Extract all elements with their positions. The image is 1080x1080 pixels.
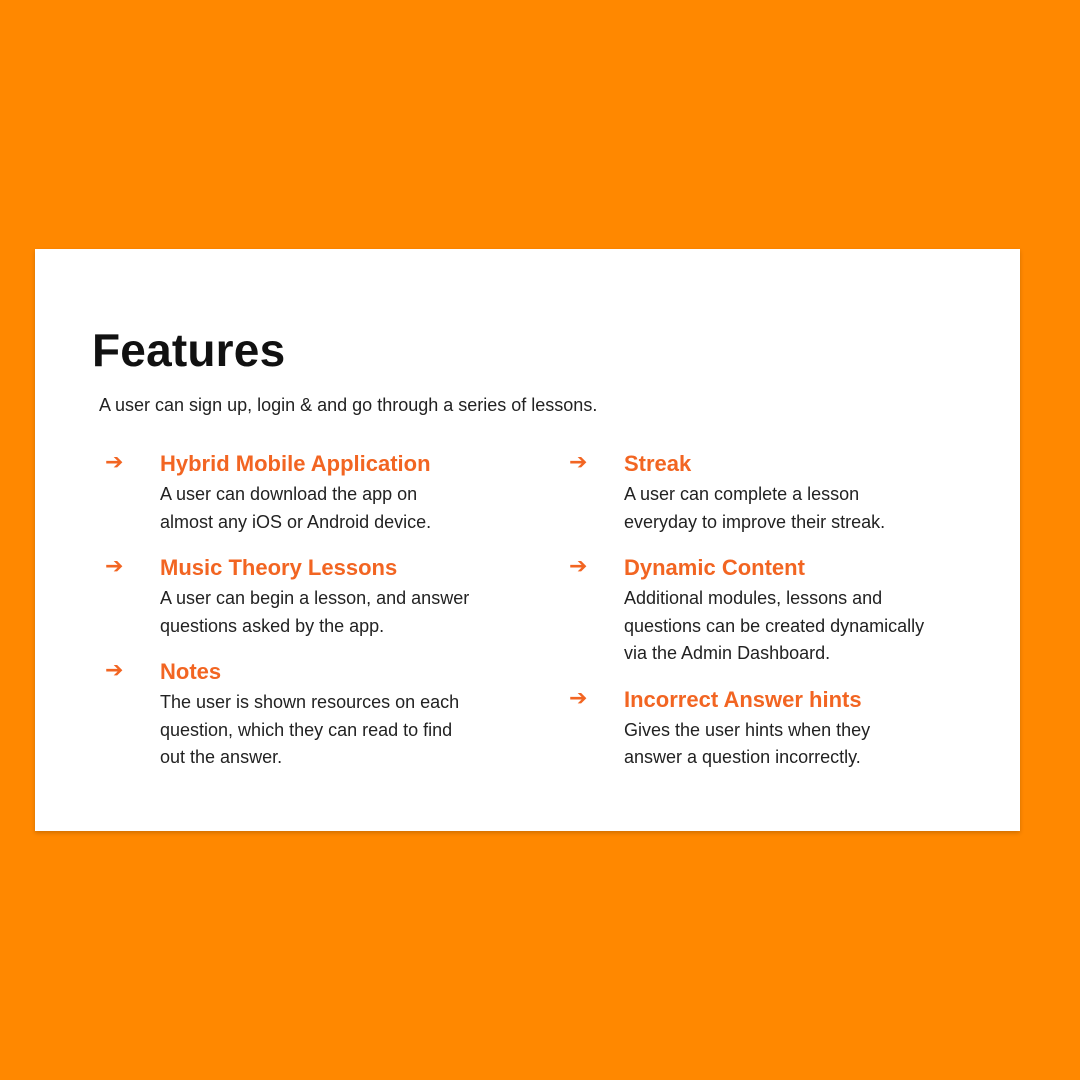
feature-description-line: A user can complete a lesson (624, 484, 860, 504)
arrow-right-icon: ➔ (569, 554, 588, 579)
feature-description (624, 717, 969, 772)
feature-description-line: out the answer. (160, 747, 283, 767)
feature-title: Streak (624, 451, 692, 476)
feature-item-dynamic-content (569, 555, 969, 668)
slide-card (35, 249, 1020, 831)
feature-title: Incorrect Answer hints (624, 686, 862, 712)
feature-item-incorrect-answer-hints (569, 687, 969, 772)
feature-description-line: question, which they can read to find (160, 719, 453, 740)
feature-description-line: everyday to improve their streak. (624, 511, 886, 532)
feature-column-left (105, 451, 505, 772)
feature-title: Music Theory Lessons (160, 555, 398, 580)
feature-description (160, 689, 505, 772)
feature-description-line: questions can be created dynamically (624, 615, 925, 636)
feature-item-music-theory-lessons (105, 555, 505, 640)
slide-subtitle: A user can sign up, login & and go through a series of lessons. (99, 395, 598, 415)
arrow-right-icon: ➔ (569, 685, 588, 711)
feature-description-line: Gives the user hints when they (624, 719, 871, 740)
feature-item-hybrid-mobile-application (105, 451, 505, 536)
feature-description (160, 585, 505, 640)
feature-description-line: answer a question incorrectly. (624, 747, 861, 767)
arrow-right-icon: ➔ (105, 554, 124, 579)
feature-description (624, 481, 969, 536)
feature-item-streak (569, 451, 969, 536)
feature-title: Dynamic Content (624, 555, 805, 580)
feature-description-line: questions asked by the app. (160, 615, 385, 636)
feature-description-line: via the Admin Dashboard. (624, 643, 831, 663)
arrow-right-icon: ➔ (569, 450, 588, 475)
feature-item-notes (105, 659, 505, 772)
feature-column-right (569, 451, 969, 772)
feature-title: Notes (160, 659, 222, 684)
feature-description-line: Additional modules, lessons and (624, 588, 883, 608)
feature-description-line: The user is shown resources on each (160, 692, 460, 712)
feature-title: Hybrid Mobile Application (160, 451, 431, 476)
slide-title: Features (92, 324, 286, 376)
arrow-right-icon: ➔ (105, 450, 124, 475)
feature-description-line: almost any iOS or Android device. (160, 511, 432, 532)
arrow-right-icon: ➔ (105, 658, 124, 683)
feature-description-line: A user can begin a lesson, and answer (160, 588, 470, 608)
feature-description (160, 481, 505, 536)
feature-description (624, 585, 969, 668)
feature-description-line: A user can download the app on (160, 484, 418, 504)
